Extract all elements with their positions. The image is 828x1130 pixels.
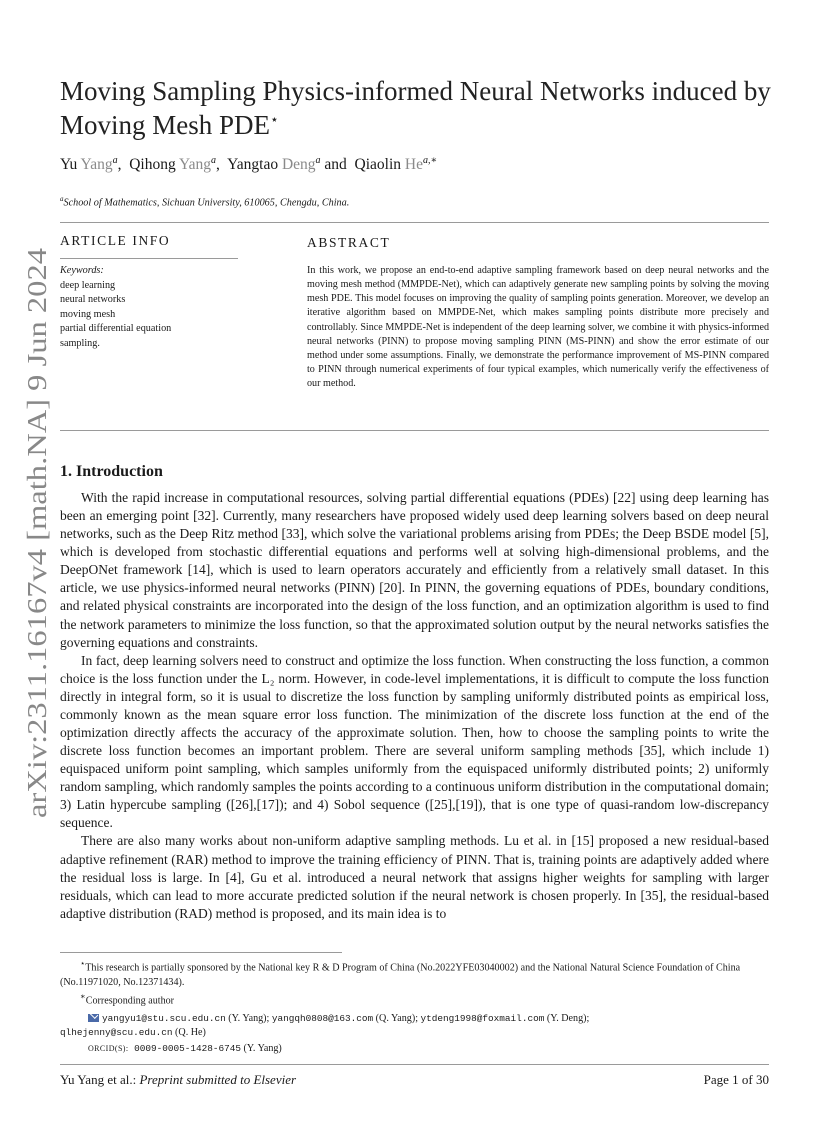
author-affil-sup: a — [315, 155, 321, 166]
paragraph: There are also many works about non-uniform adaptive sampling methods. Lu et al. in [15] proposed a new residual-based adaptive refinement (RAR) method to improve the training efficiency of PINN. That is, training points are adaptively added where the residual loss is large. In [4], Gu et al. introduced a neural network that assigns higher weights for sampling with larger residuals, which can lead to more accurate predicted solution if the neural network is chosen properly. In [35], the residual-based adaptive distribution (RAD) method is proposed, and its main idea is to — [60, 833, 769, 921]
email-link[interactable]: yangqh0808@163.com — [271, 1012, 374, 1024]
author-surname: He — [404, 156, 423, 174]
author-separator: , — [216, 156, 220, 174]
author-affil-sup: a — [112, 155, 118, 166]
email-link[interactable]: qlhejenny@scu.edu.cn — [60, 1026, 173, 1038]
top-divider — [60, 222, 769, 223]
keyword-item: neural networks — [60, 294, 126, 306]
email-line — [60, 1012, 772, 1026]
footer-divider — [60, 1064, 769, 1065]
section-number: 1. — [60, 463, 72, 480]
email-owner: (Y. Yang); — [225, 1012, 272, 1024]
funding-star: ⋆ — [80, 959, 86, 968]
footer-authors: Yu Yang et al.: — [60, 1072, 137, 1087]
email-line — [60, 1026, 772, 1040]
email-link[interactable]: yangyu1@stu.scu.edu.cn — [102, 1012, 226, 1024]
abstract-text: In this work, we propose an end-to-end adaptive sampling framework based on deep neural networks and the moving mesh method (MMPDE-Net), which can adaptively generate new sampling points by solving the moving mesh PDE. This model focuses on improving the quality of sampling points generation. Moreover, we develop an iterative algorithm based on MMPDE-Net, which makes sampling points distribute more precisely and controllably. Since MMPDE-Net is independent of the deep learning solver, we combine it with physics-informed neural networks (PINN) to propose moving sampling PINN (MS-PINN) and show the error estimate of our method under some assumptions. Finally, we demonstrate the performance improvement of MS-PINN compared to PINN through numerical experiments of four typical examples, which numerically verify the effectiveness of our method. — [307, 265, 769, 390]
footnote-divider — [60, 952, 342, 953]
author-affil-sup: a — [211, 155, 217, 166]
keyword-item: sampling. — [60, 337, 100, 349]
author-and: and — [324, 156, 347, 174]
title-star-mark: ⋆ — [270, 113, 279, 128]
affiliation — [60, 195, 349, 208]
arxiv-stamp — [18, 240, 58, 820]
keywords-label: Keywords: — [60, 265, 104, 276]
keyword-item: deep learning — [60, 279, 116, 291]
author-surname: Yang — [80, 156, 113, 174]
funding-footnote — [60, 957, 772, 990]
author-surname: Yang — [179, 156, 212, 174]
section-heading — [60, 463, 163, 481]
affiliation-text: School of Mathematics, Sichuan University, 610065, Chengdu, China. — [63, 197, 350, 209]
orcid-line — [60, 1042, 772, 1056]
email-link[interactable]: ytdeng1998@foxmail.com — [420, 1012, 545, 1024]
title-line-1: Moving Sampling Physics-informed Neural Networks induced by — [60, 76, 771, 106]
email-owner: (Y. Deng); — [544, 1012, 590, 1024]
corresponding-mark: ∗ — [80, 991, 86, 1001]
arxiv-stamp-text: arXiv:2311.16167v4 [math.NA] 9 Jun 2024 — [22, 345, 52, 818]
footer-left — [60, 1072, 296, 1088]
author-given: Yu — [60, 156, 78, 174]
affiliation-sup: a — [60, 195, 64, 203]
paragraph: With the rapid increase in computational resources, solving partial differential equations (PDEs) [22] using deep learning has been an emerging point [32]. Currently, many researchers have proposed widely used deep learning solvers based on deep neural networks, such as the Deep Ritz method [33], which solve the variational problems arising from PDEs; the Deep BSDE model [5], which is developed from stochastic differential equations and performs well at solving high-dimensional problems, and the DeepONet framework [14], which is used to learn operators accurately and efficiently from a relatively small dataset. In this article, we use physics-informed neural networks (PINN) [20]. In PINN, the governing equations of PDEs, boundary conditions, and related physical constraints are incorporated into the design of the loss function, and an optimization algorithm is used to find the network parameters to minimize the loss function, so that the approximated solution output by the neural networks satisfies the governing equations and constraints. — [60, 490, 769, 650]
author-affil-sup: a,∗ — [423, 155, 438, 166]
email-owner: (Q. He) — [172, 1026, 206, 1038]
section-title: Introduction — [76, 463, 163, 480]
keyword-item: moving mesh — [60, 308, 116, 320]
author-surname: Deng — [281, 156, 316, 174]
funding-text: This research is partially sponsored by the National key R & D Program of China (No.2022YFE03040002) and the National Natural Science Foundation of China (No.11971020, No.12371434). — [60, 962, 741, 988]
title-line-2: Moving Mesh PDE — [60, 110, 271, 140]
abstract-bottom-divider — [60, 430, 769, 431]
keywords-block — [60, 264, 171, 352]
corresponding-footnote — [60, 990, 772, 1009]
body-text — [60, 489, 769, 923]
orcid-owner: (Y. Yang) — [241, 1043, 282, 1055]
author-separator: , — [117, 156, 122, 174]
email-owner: (Q. Yang); — [373, 1012, 421, 1024]
author-given: Qihong — [129, 156, 176, 174]
email-icon — [88, 1014, 99, 1022]
author-list — [60, 155, 437, 174]
orcid-label: ORCID(S): — [88, 1044, 129, 1054]
author-given: Qiaolin — [354, 156, 402, 174]
footer-preprint: Preprint submitted to Elsevier — [139, 1072, 297, 1087]
paragraph: In fact, deep learning solvers need to construct and optimize the loss function. When constructing the loss function, a common choice is the loss function under the L₂ norm. However, in code-level implementations, it is difficult to compute the loss function directly in integral form, so it is usual to discretize the loss function by sampling uniformly distributed points as empirical loss, commonly known as the mean square error loss function. The minimization of the discrete loss function at the end of the optimization directly affects the accuracy of the approximate solution. Then, how to choose the sampling points to write the discrete loss function becomes an important problem. There are several uniform sampling methods [35], which include 1) equispaced uniform point sampling, which samples uniformly from the equispaced uniformly distributed points; 2) uniformly random sampling, which randomly samples the points according to a continuous uniform distribution in the computational domain; 3) Latin hypercube sampling ([26],[17]); and 4) Sobol sequence ([25],[19]), that is one type of quasi-random low-discrepancy sequence. — [60, 652, 770, 831]
page-number: Page 1 of 30 — [703, 1072, 769, 1087]
abstract-heading: ABSTRACT — [307, 235, 391, 250]
keyword-item: partial differential equation — [60, 323, 172, 335]
orcid-id[interactable]: 0009-0005-1428-6745 — [128, 1043, 242, 1055]
author-given: Yangtao — [227, 156, 279, 174]
article-info-heading: ARTICLE INFO — [60, 233, 171, 248]
footnotes — [60, 957, 772, 1057]
corresponding-text: Corresponding author — [85, 995, 175, 1007]
article-info-divider — [60, 258, 238, 259]
paper-title — [60, 74, 780, 142]
